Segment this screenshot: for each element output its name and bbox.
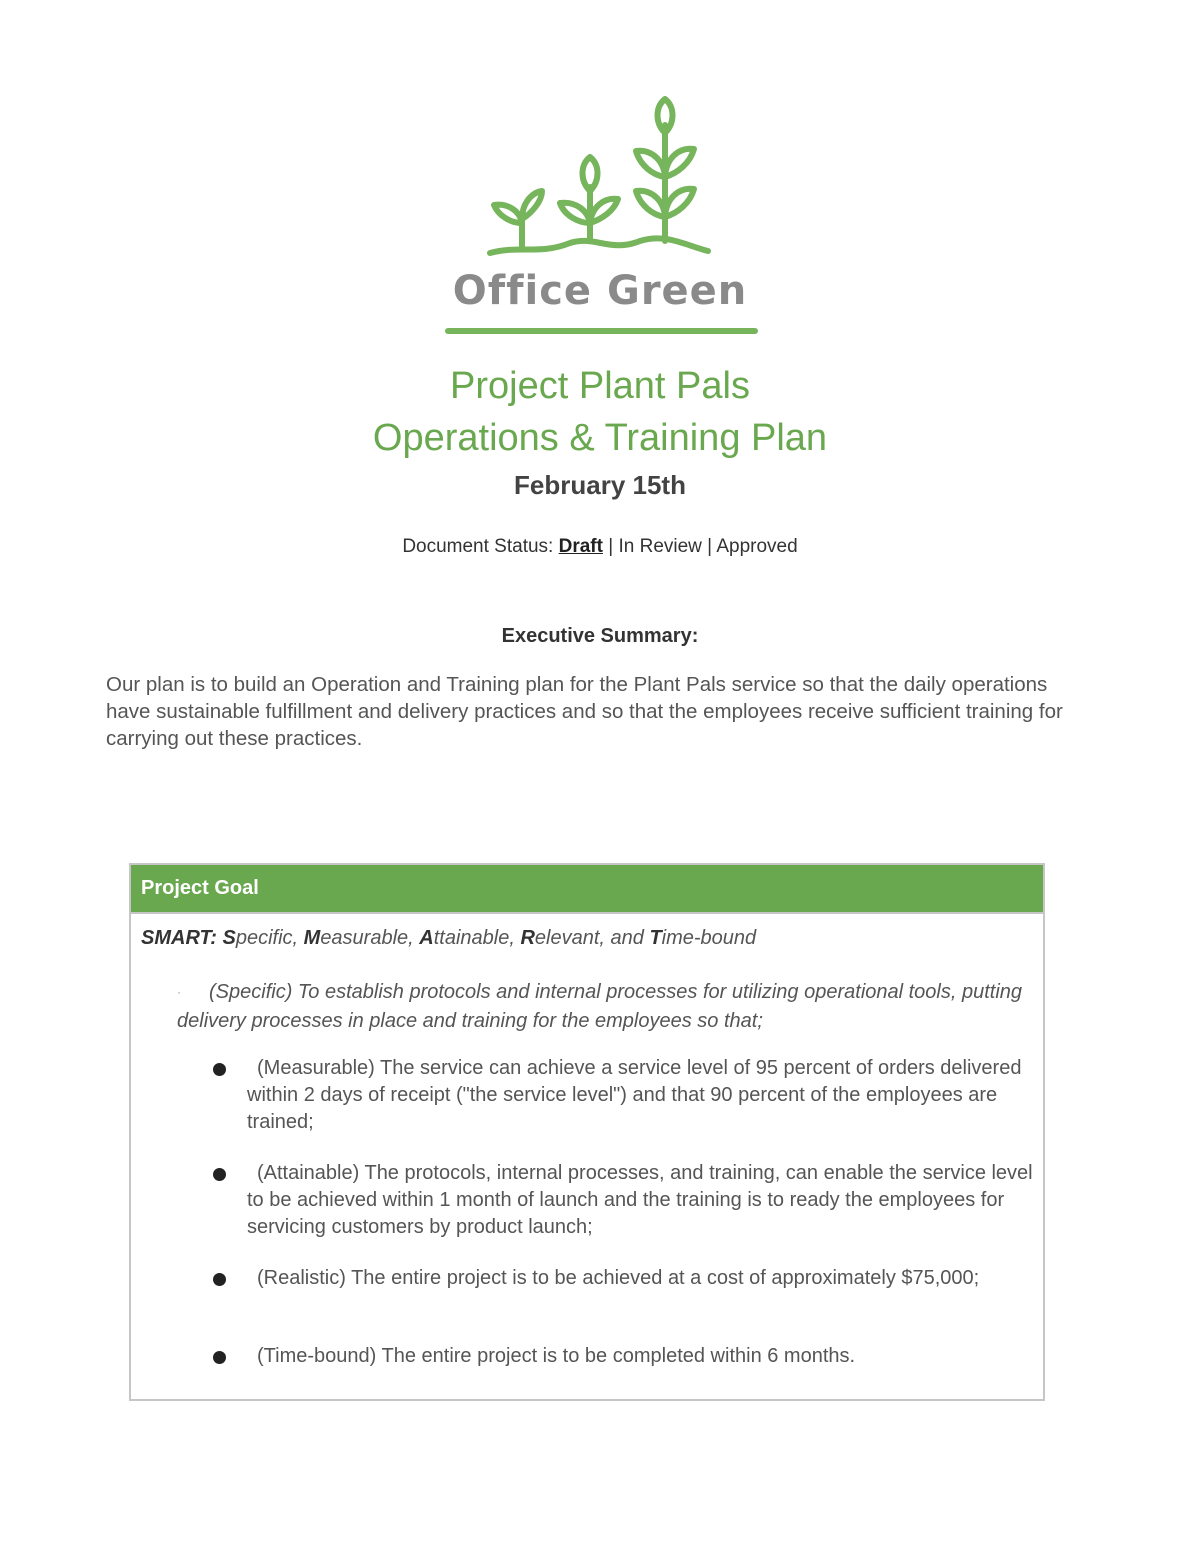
logo-wordmark: Office Green (452, 268, 748, 314)
smart-word: easurable, (320, 927, 420, 949)
document-status (0, 536, 1200, 558)
status-in-review: In Review (618, 536, 702, 557)
status-draft: Draft (558, 536, 603, 557)
smart-word: ttainable, (433, 927, 521, 949)
list-item-text: (Realistic) The entire project is to be achieved at a cost of approximately $75,000; (257, 1267, 980, 1289)
status-label: Document Status: (402, 536, 554, 557)
bullet-icon (213, 1351, 226, 1364)
list-item (247, 1160, 1037, 1241)
list-item-text: (Measurable) The service can achieve a service level of 95 percent of orders delivered within 2 days of receipt ("the service level") and that 90 percent of the employees are trained; (247, 1057, 1022, 1133)
document-date: February 15th (514, 470, 686, 500)
specific-goal (177, 978, 1037, 1036)
logo-underline (445, 328, 758, 334)
smart-letter: T (649, 927, 662, 949)
bullet-icon (213, 1063, 226, 1076)
smart-prefix: SMART: (141, 927, 217, 949)
bullet-icon (213, 1168, 226, 1181)
status-separator: | (701, 536, 717, 557)
smart-letter: R (520, 927, 535, 949)
project-goal-header: Project Goal (131, 865, 1043, 914)
smart-letter: M (303, 927, 321, 949)
sprouting-plants-icon (480, 95, 720, 265)
executive-summary-heading: Executive Summary: (501, 625, 699, 647)
smart-letter: A (419, 927, 434, 949)
list-item-text: (Time-bound) The entire project is to be completed within 6 months. (257, 1345, 856, 1367)
project-goal-table (129, 863, 1045, 1401)
smart-word: pecific, (235, 927, 304, 949)
list-item-text: (Attainable) The protocols, internal processes, and training, can enable the service level to be achieved within 1 month of launch and the training is to ready the employees for servicing customers by product launch; (247, 1162, 1033, 1238)
document-title-line-2: Operations & Training Plan (372, 417, 828, 459)
smart-definition (141, 927, 756, 950)
list-item (247, 1343, 1037, 1370)
specific-goal-text: (Specific) To establish protocols and internal processes for utilizing operational tools, putting delivery processes in place and training for the employees so that; (177, 981, 1023, 1033)
status-approved: Approved (716, 536, 798, 557)
list-item (247, 1055, 1037, 1136)
small-bullet-icon: · (177, 985, 181, 1000)
logo (0, 95, 1200, 265)
smart-letter: S (222, 927, 236, 949)
smart-word: elevant, and (534, 927, 650, 949)
status-separator: | (602, 536, 619, 557)
list-item (247, 1265, 1037, 1292)
bullet-icon (213, 1273, 226, 1286)
smart-word: ime-bound (661, 927, 757, 949)
executive-summary-body: Our plan is to build an Operation and Training plan for the Plant Pals service so that the daily operations have sustainable fulfillment and delivery practices and so that the employees receive sufficient training for carrying out these practices. (106, 673, 1063, 750)
document-title-line-1: Project Plant Pals (450, 365, 750, 407)
